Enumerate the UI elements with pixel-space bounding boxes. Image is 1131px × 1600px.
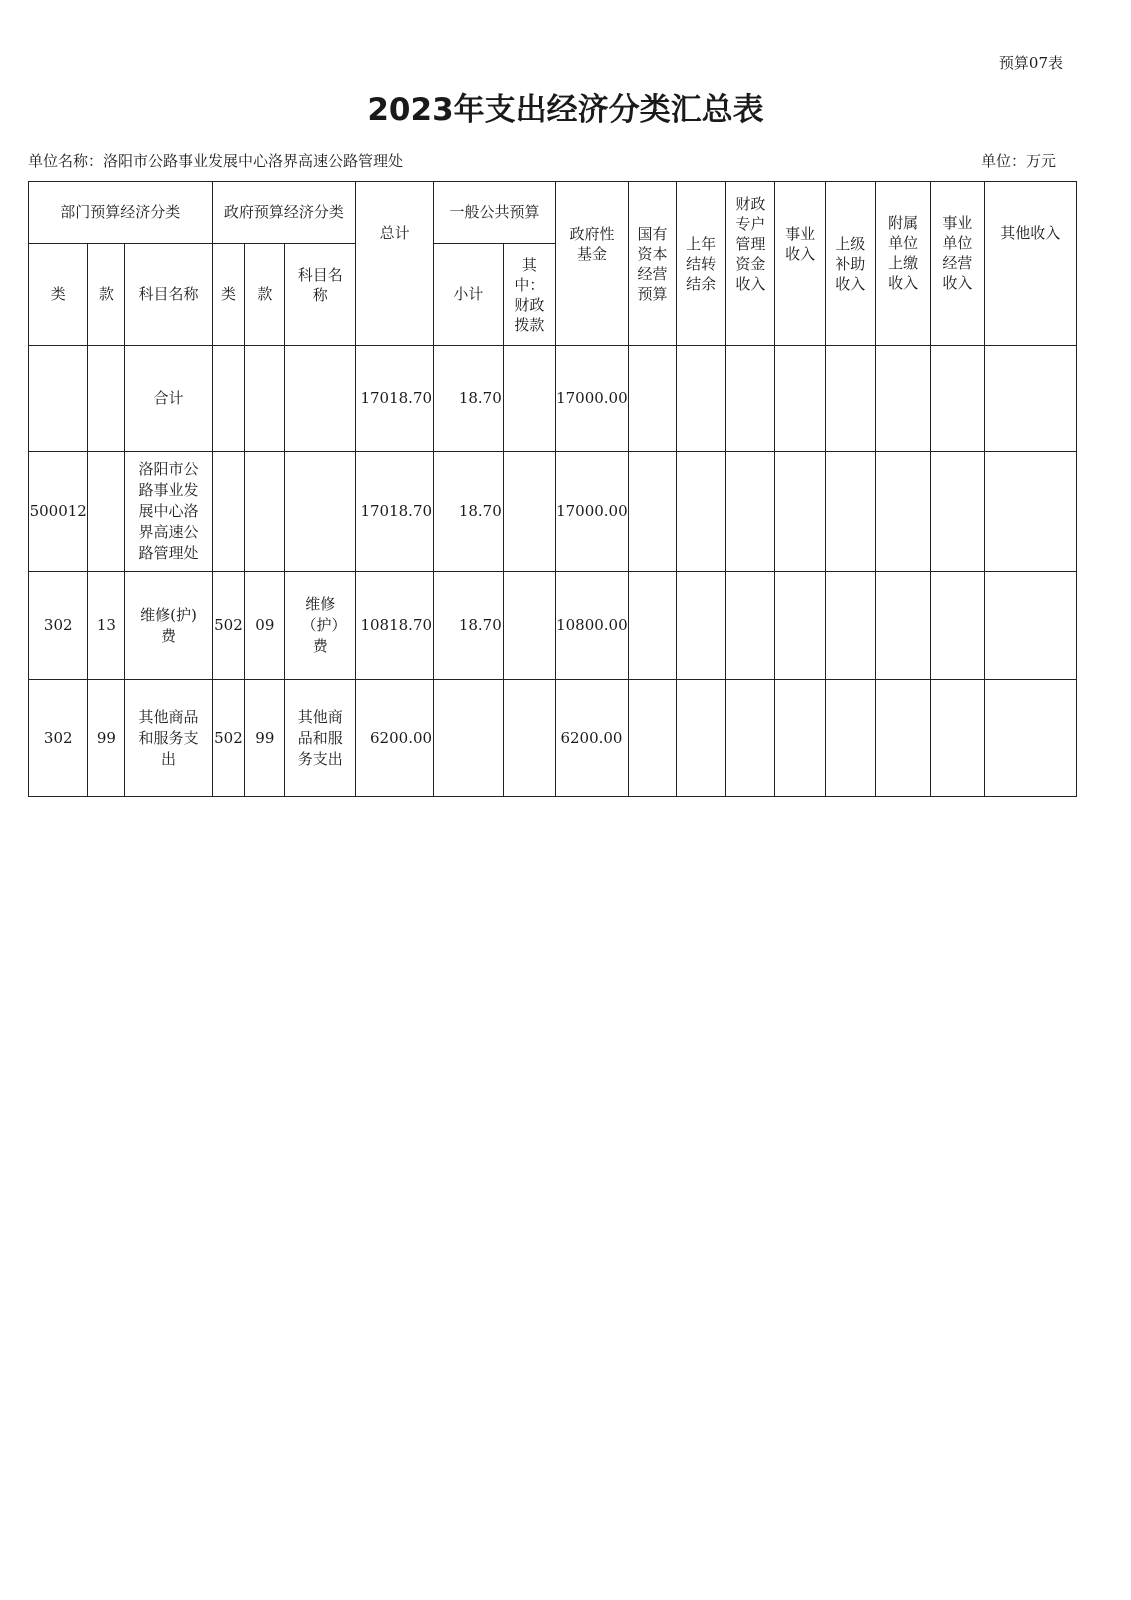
cell-gov-lei <box>212 346 245 452</box>
cell-empty <box>984 346 1076 452</box>
cell-empty <box>825 572 875 680</box>
cell-empty <box>775 572 825 680</box>
cell-gov-fund: 17000.00 <box>556 346 629 452</box>
header-gov-group: 政府预算经济分类 <box>212 182 356 244</box>
table-row <box>29 452 1077 572</box>
unit-name-label: 单位名称：洛阳市公路事业发展中心洛界高速公路管理处 <box>28 152 404 170</box>
cell-empty <box>825 346 875 452</box>
cell-empty <box>628 452 676 572</box>
header-kuan: 款 <box>88 244 125 346</box>
cell-gov-kuan <box>245 452 285 572</box>
cell-gov-name: 其他商品和服务支出 <box>285 680 356 797</box>
cell-empty <box>825 680 875 797</box>
cell-dept-kuan: 13 <box>88 572 125 680</box>
header-total: 总计 <box>356 182 434 346</box>
cell-fiscal <box>503 572 555 680</box>
header-gov-subject-name: 科目名称 <box>285 244 356 346</box>
cell-fiscal <box>503 680 555 797</box>
cell-empty <box>677 680 726 797</box>
cell-gov-fund: 10800.00 <box>556 572 629 680</box>
cell-dept-lei: 302 <box>29 680 88 797</box>
cell-empty <box>677 452 726 572</box>
cell-empty <box>677 346 726 452</box>
unit-money-label: 单位：万元 <box>980 152 1056 170</box>
cell-gov-lei: 502 <box>212 680 245 797</box>
cell-gov-fund: 17000.00 <box>556 452 629 572</box>
header-operating-income: 事业单位经营收入 <box>931 182 984 346</box>
cell-empty <box>628 346 676 452</box>
table-row <box>29 346 1077 452</box>
cell-empty <box>931 680 984 797</box>
cell-empty <box>775 452 825 572</box>
cell-empty <box>931 572 984 680</box>
cell-empty <box>775 680 825 797</box>
cell-empty <box>628 572 676 680</box>
cell-dept-kuan: 99 <box>88 680 125 797</box>
header-general-budget: 一般公共预算 <box>434 182 556 244</box>
header-business-income: 事业收入 <box>775 182 825 346</box>
cell-empty <box>726 572 775 680</box>
cell-gov-name <box>285 346 356 452</box>
cell-empty <box>875 452 930 572</box>
header-affiliated-turnover: 附属单位上缴收入 <box>875 182 930 346</box>
cell-gov-lei: 502 <box>212 572 245 680</box>
cell-fiscal <box>503 346 555 452</box>
table-row <box>29 572 1077 680</box>
header-dept-group: 部门预算经济分类 <box>29 182 213 244</box>
cell-dept-kuan <box>88 452 125 572</box>
cell-gov-name <box>285 452 356 572</box>
cell-empty <box>931 346 984 452</box>
cell-empty <box>875 680 930 797</box>
cell-dept-name: 合计 <box>125 346 212 452</box>
form-code: 预算07表 <box>998 54 1063 72</box>
header-gov-lei: 类 <box>212 244 245 346</box>
cell-empty <box>677 572 726 680</box>
cell-empty <box>875 572 930 680</box>
header-of-which-fiscal: 其中：财政拨款 <box>503 244 555 346</box>
cell-empty <box>984 680 1076 797</box>
cell-empty <box>984 452 1076 572</box>
cell-empty <box>726 346 775 452</box>
cell-empty <box>825 452 875 572</box>
cell-empty <box>875 346 930 452</box>
page-title: 2023年支出经济分类汇总表 <box>367 92 764 128</box>
expenditure-table <box>28 181 1077 797</box>
header-subtotal: 小计 <box>434 244 504 346</box>
cell-subtotal: 18.70 <box>434 572 504 680</box>
cell-dept-lei: 500012 <box>29 452 88 572</box>
header-row-1 <box>29 182 1077 244</box>
cell-gov-kuan: 09 <box>245 572 285 680</box>
header-fiscal-special: 财政专户管理资金收入 <box>726 182 775 346</box>
header-lei: 类 <box>29 244 88 346</box>
cell-empty <box>775 346 825 452</box>
cell-empty <box>984 572 1076 680</box>
cell-total: 10818.70 <box>356 572 434 680</box>
cell-dept-lei <box>29 346 88 452</box>
cell-gov-fund: 6200.00 <box>556 680 629 797</box>
cell-gov-kuan <box>245 346 285 452</box>
cell-dept-name: 维修(护)费 <box>125 572 212 680</box>
cell-total: 6200.00 <box>356 680 434 797</box>
cell-subtotal: 18.70 <box>434 346 504 452</box>
cell-gov-name: 维修（护）费 <box>285 572 356 680</box>
cell-subtotal <box>434 680 504 797</box>
header-gov-kuan: 款 <box>245 244 285 346</box>
cell-empty <box>726 680 775 797</box>
cell-dept-lei: 302 <box>29 572 88 680</box>
header-state-capital: 国有资本经营预算 <box>628 182 676 346</box>
header-other-income: 其他收入 <box>984 182 1076 346</box>
cell-empty <box>726 452 775 572</box>
header-subject-name: 科目名称 <box>125 244 212 346</box>
table-row <box>29 680 1077 797</box>
cell-dept-name: 其他商品和服务支出 <box>125 680 212 797</box>
cell-dept-name: 洛阳市公路事业发展中心洛界高速公路管理处 <box>125 452 212 572</box>
cell-gov-kuan: 99 <box>245 680 285 797</box>
cell-dept-kuan <box>88 346 125 452</box>
header-gov-fund: 政府性基金 <box>556 182 629 346</box>
cell-empty <box>628 680 676 797</box>
cell-empty <box>931 452 984 572</box>
header-superior-subsidy: 上级补助收入 <box>825 182 875 346</box>
cell-fiscal <box>503 452 555 572</box>
cell-total: 17018.70 <box>356 452 434 572</box>
header-prev-year-balance: 上年结转结余 <box>677 182 726 346</box>
cell-total: 17018.70 <box>356 346 434 452</box>
cell-gov-lei <box>212 452 245 572</box>
cell-subtotal: 18.70 <box>434 452 504 572</box>
